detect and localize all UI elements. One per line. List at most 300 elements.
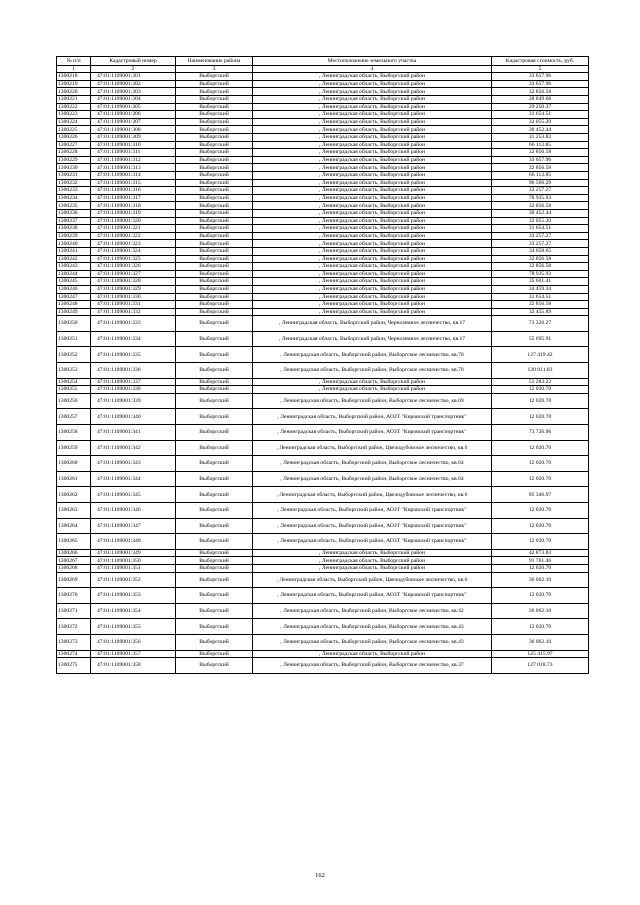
cadastral-number: 47:01:1109001:315 xyxy=(91,179,176,187)
cadastral-number: 47:01:1109001:318 xyxy=(91,202,176,210)
cadastral-number: 47:01:1109001:314 xyxy=(91,172,176,180)
cadastral-value: 12 020.70 xyxy=(492,456,589,472)
row-number: 1300249 xyxy=(57,308,91,316)
row-number: 1300264 xyxy=(57,518,91,534)
table-row xyxy=(57,118,589,126)
district-name: Выборгский xyxy=(176,409,253,425)
cadastral-value: 33 657.96 xyxy=(492,156,589,164)
location: , Ленинградская область, Выборгский район, Выборгское лесничество, кв.64 xyxy=(253,456,492,472)
table-row xyxy=(57,456,589,472)
cadastral-value: 31 654.51 xyxy=(492,111,589,119)
cadastral-value: 91 761.46 xyxy=(492,557,589,565)
district-name: Выборгский xyxy=(176,232,253,240)
cadastral-number: 47:01:1109001:348 xyxy=(91,534,176,550)
cadastral-value: 12 020.70 xyxy=(492,564,589,572)
district-name: Выборгский xyxy=(176,111,253,119)
cadastral-number: 47:01:1109001:333 xyxy=(91,316,176,332)
location: , Ленинградская область, Выборгский район xyxy=(253,240,492,248)
cadastral-value: 12 020.70 xyxy=(492,471,589,487)
table-row xyxy=(57,111,589,119)
location: , Ленинградская область, Выборгский район xyxy=(253,285,492,293)
location: , Ленинградская область, Выборгский район xyxy=(253,225,492,233)
cadastral-value: 32 055.20 xyxy=(492,217,589,225)
cadastral-number: 47:01:1109001:342 xyxy=(91,440,176,456)
location: , Ленинградская область, Выборгский район, АОЗТ "Кировский транспортник" xyxy=(253,588,492,604)
cadastral-number: 47:01:1109001:343 xyxy=(91,456,176,472)
district-name: Выборгский xyxy=(176,255,253,263)
cadastral-value: 66 113.85 xyxy=(492,141,589,149)
table-row xyxy=(57,347,589,363)
table-row xyxy=(57,172,589,180)
cadastral-number: 47:01:1109001:321 xyxy=(91,225,176,233)
table-row xyxy=(57,316,589,332)
cadastral-number: 47:01:1109001:327 xyxy=(91,270,176,278)
district-name: Выборгский xyxy=(176,118,253,126)
location: , Ленинградская область, Выборгский район xyxy=(253,179,492,187)
district-name: Выборгский xyxy=(176,487,253,503)
column-index: 2 xyxy=(91,66,176,73)
header-cadastral-value: Кадастровая стоимость, руб. xyxy=(492,57,589,66)
district-name: Выборгский xyxy=(176,179,253,187)
location: , Ленинградская область, Выборгский район, Выборгское лесничество, кв.70 xyxy=(253,347,492,363)
row-number: 1300225 xyxy=(57,126,91,134)
row-number: 1300223 xyxy=(57,111,91,119)
location: , Ленинградская область, Выборгский район, Цвелодубовское лесничество, кв.6 xyxy=(253,440,492,456)
district-name: Выборгский xyxy=(176,194,253,202)
cadastral-value: 31 654.51 xyxy=(492,293,589,301)
column-index: 4 xyxy=(253,66,492,73)
table-row xyxy=(57,88,589,96)
row-number: 1300269 xyxy=(57,572,91,588)
location: , Ленинградская область, Выборгский район, Черноземное лесничество, кв.17 xyxy=(253,316,492,332)
location: , Ленинградская область, Выборгский район xyxy=(253,126,492,134)
row-number: 1300224 xyxy=(57,118,91,126)
location: , Ленинградская область, Выборгский район xyxy=(253,187,492,195)
location: , Ленинградская область, Выборгский район xyxy=(253,141,492,149)
cadastral-value: 12 020.70 xyxy=(492,386,589,394)
cadastral-number: 47:01:1109001:312 xyxy=(91,156,176,164)
cadastral-number: 47:01:1109001:334 xyxy=(91,331,176,347)
row-number: 1300245 xyxy=(57,278,91,286)
row-number: 1300226 xyxy=(57,134,91,142)
cadastral-number: 47:01:1109001:301 xyxy=(91,73,176,81)
location: , Ленинградская область, Выборгский район xyxy=(253,202,492,210)
row-number: 1300239 xyxy=(57,232,91,240)
row-number: 1300262 xyxy=(57,487,91,503)
location: , Ленинградская область, Выборгский район, Выборгское лесничество, кв.69 xyxy=(253,393,492,409)
cadastral-value: 66 113.85 xyxy=(492,172,589,180)
cadastral-value: 32 856.58 xyxy=(492,202,589,210)
district-name: Выборгский xyxy=(176,156,253,164)
location: , Ленинградская область, Выборгский район xyxy=(253,194,492,202)
row-number: 1300243 xyxy=(57,263,91,271)
district-name: Выборгский xyxy=(176,549,253,557)
location: , Ленинградская область, Выборгский район xyxy=(253,308,492,316)
cadastral-value: 34 459.34 xyxy=(492,285,589,293)
row-number: 1300244 xyxy=(57,270,91,278)
column-index-row xyxy=(57,66,589,73)
cadastral-value: 33 257.27 xyxy=(492,232,589,240)
cadastral-value: 34 058.65 xyxy=(492,247,589,255)
cadastral-value: 31 253.82 xyxy=(492,134,589,142)
cadastral-number: 47:01:1109001:332 xyxy=(91,308,176,316)
table-row xyxy=(57,471,589,487)
cadastral-value: 12 020.70 xyxy=(492,409,589,425)
location: , Ленинградская область, Выборгский район xyxy=(253,149,492,157)
row-number: 1300255 xyxy=(57,386,91,394)
table-row xyxy=(57,80,589,88)
cadastral-value: 127 419.42 xyxy=(492,347,589,363)
row-number: 1300270 xyxy=(57,588,91,604)
location: , Ленинградская область, Выборгский район, Выборгское лесничество, кв.70 xyxy=(253,363,492,379)
cadastral-value: 73 726.96 xyxy=(492,425,589,441)
header-cadastral-number: Кадастровый номер xyxy=(91,57,176,66)
cadastral-value: 12 020.70 xyxy=(492,534,589,550)
district-name: Выборгский xyxy=(176,73,253,81)
cadastral-number: 47:01:1109001:303 xyxy=(91,88,176,96)
table-row xyxy=(57,126,589,134)
table-row xyxy=(57,202,589,210)
location: , Ленинградская область, Выборгский район xyxy=(253,564,492,572)
location: , Ленинградская область, Выборгский район xyxy=(253,217,492,225)
row-number: 1300236 xyxy=(57,209,91,217)
row-number: 1300231 xyxy=(57,172,91,180)
cadastral-value: 12 020.70 xyxy=(492,440,589,456)
location: , Ленинградская область, Выборгский район, АОЗТ "Кировский транспортник" xyxy=(253,518,492,534)
row-number: 1300265 xyxy=(57,534,91,550)
table-row xyxy=(57,278,589,286)
cadastral-value: 32 856.58 xyxy=(492,164,589,172)
cadastral-number: 47:01:1109001:336 xyxy=(91,363,176,379)
table-row xyxy=(57,96,589,104)
cadastral-value: 32 856.58 xyxy=(492,149,589,157)
cadastral-number: 47:01:1109001:346 xyxy=(91,503,176,519)
table-row xyxy=(57,588,589,604)
district-name: Выборгский xyxy=(176,308,253,316)
district-name: Выборгский xyxy=(176,634,253,650)
cadastral-value: 12 020.70 xyxy=(492,619,589,635)
row-number: 1300220 xyxy=(57,88,91,96)
cadastral-number: 47:01:1109001:356 xyxy=(91,634,176,650)
cadastral-number: 47:01:1109001:335 xyxy=(91,347,176,363)
district-name: Выборгский xyxy=(176,293,253,301)
table-row xyxy=(57,603,589,619)
table-row xyxy=(57,209,589,217)
table-row xyxy=(57,194,589,202)
district-name: Выборгский xyxy=(176,103,253,111)
cadastral-value: 55 695.91 xyxy=(492,331,589,347)
row-number: 1300227 xyxy=(57,141,91,149)
table-row xyxy=(57,440,589,456)
cadastral-value: 33 257.27 xyxy=(492,240,589,248)
cadastral-value-table xyxy=(56,56,589,674)
row-number: 1300274 xyxy=(57,650,91,658)
district-name: Выборгский xyxy=(176,285,253,293)
location: , Ленинградская область, Выборгский район xyxy=(253,650,492,658)
table-row xyxy=(57,103,589,111)
table-row xyxy=(57,386,589,394)
cadastral-value: 32 856.58 xyxy=(492,88,589,96)
row-number: 1300250 xyxy=(57,316,91,332)
cadastral-number: 47:01:1109001:357 xyxy=(91,650,176,658)
district-name: Выборгский xyxy=(176,456,253,472)
location: , Ленинградская область, Выборгский район xyxy=(253,134,492,142)
location: , Ленинградская область, Выборгский район xyxy=(253,156,492,164)
table-row xyxy=(57,217,589,225)
column-index: 1 xyxy=(57,66,91,73)
table-header xyxy=(57,57,589,73)
location: , Ленинградская область, Выборгский район xyxy=(253,263,492,271)
location: , Ленинградская область, Выборгский район xyxy=(253,293,492,301)
row-number: 1300266 xyxy=(57,549,91,557)
cadastral-value: 36 062.10 xyxy=(492,634,589,650)
cadastral-number: 47:01:1109001:310 xyxy=(91,141,176,149)
table-row xyxy=(57,572,589,588)
table-row xyxy=(57,308,589,316)
location: , Ленинградская область, Выборгский район, Выборгское лесничество, кв.64 xyxy=(253,471,492,487)
location: , Ленинградская область, Выборгский район, АОЗТ "Кировский транспортник" xyxy=(253,503,492,519)
location: , Ленинградская область, Выборгский район xyxy=(253,301,492,309)
location: , Ленинградская область, Выборгский район, Выборгское лесничество, кв.43 xyxy=(253,619,492,635)
cadastral-number: 47:01:1109001:337 xyxy=(91,378,176,386)
cadastral-value: 33 657.96 xyxy=(492,73,589,81)
district-name: Выборгский xyxy=(176,363,253,379)
cadastral-number: 47:01:1109001:313 xyxy=(91,164,176,172)
cadastral-value: 30 452.44 xyxy=(492,209,589,217)
table-row xyxy=(57,650,589,658)
location: , Ленинградская область, Выборгский район, Черноземное лесничество, кв.17 xyxy=(253,331,492,347)
table-row xyxy=(57,425,589,441)
district-name: Выборгский xyxy=(176,149,253,157)
location: , Ленинградская область, Выборгский район xyxy=(253,118,492,126)
district-name: Выборгский xyxy=(176,588,253,604)
location: , Ленинградская область, Выборгский район xyxy=(253,209,492,217)
cadastral-number: 47:01:1109001:302 xyxy=(91,80,176,88)
row-number: 1300261 xyxy=(57,471,91,487)
table-row xyxy=(57,255,589,263)
row-number: 1300251 xyxy=(57,331,91,347)
cadastral-value: 51 283.22 xyxy=(492,378,589,386)
row-number: 1300218 xyxy=(57,73,91,81)
cadastral-value: 33 257.27 xyxy=(492,187,589,195)
cadastral-number: 47:01:1109001:319 xyxy=(91,209,176,217)
cadastral-value: 33 657.96 xyxy=(492,80,589,88)
table-row xyxy=(57,301,589,309)
table-row xyxy=(57,164,589,172)
location: , Ленинградская область, Выборгский район, Выборгское лесничество, кв.42 xyxy=(253,603,492,619)
cadastral-number: 47:01:1109001:350 xyxy=(91,557,176,565)
cadastral-value: 32 856.58 xyxy=(492,263,589,271)
district-name: Выборгский xyxy=(176,564,253,572)
cadastral-number: 47:01:1109001:328 xyxy=(91,278,176,286)
location: , Ленинградская область, Выборгский район, Выборгское лесничество, кв.37 xyxy=(253,658,492,674)
table-row xyxy=(57,285,589,293)
cadastral-number: 47:01:1109001:317 xyxy=(91,194,176,202)
district-name: Выборгский xyxy=(176,650,253,658)
cadastral-number: 47:01:1109001:331 xyxy=(91,301,176,309)
table-row xyxy=(57,393,589,409)
cadastral-number: 47:01:1109001:309 xyxy=(91,134,176,142)
location: , Ленинградская область, Выборгский район, АОЗТ "Кировский транспортник" xyxy=(253,425,492,441)
district-name: Выборгский xyxy=(176,440,253,456)
district-name: Выборгский xyxy=(176,209,253,217)
cadastral-value: 12 020.70 xyxy=(492,518,589,534)
district-name: Выборгский xyxy=(176,386,253,394)
table-row xyxy=(57,619,589,635)
table-row xyxy=(57,141,589,149)
location: , Ленинградская область, Выборгский район xyxy=(253,378,492,386)
cadastral-number: 47:01:1109001:344 xyxy=(91,471,176,487)
cadastral-table-sheet xyxy=(56,56,588,674)
cadastral-value: 85 346.97 xyxy=(492,487,589,503)
row-number: 1300242 xyxy=(57,255,91,263)
location: , Ленинградская область, Выборгский район xyxy=(253,278,492,286)
table-row xyxy=(57,534,589,550)
row-number: 1300273 xyxy=(57,634,91,650)
district-name: Выборгский xyxy=(176,425,253,441)
table-row xyxy=(57,518,589,534)
cadastral-value: 36 062.10 xyxy=(492,572,589,588)
row-number: 1300258 xyxy=(57,425,91,441)
row-number: 1300228 xyxy=(57,149,91,157)
location: , Ленинградская область, Выборгский район xyxy=(253,88,492,96)
district-name: Выборгский xyxy=(176,164,253,172)
district-name: Выборгский xyxy=(176,88,253,96)
district-name: Выборгский xyxy=(176,96,253,104)
row-number: 1300222 xyxy=(57,103,91,111)
table-row xyxy=(57,179,589,187)
cadastral-value: 31 654.51 xyxy=(492,225,589,233)
cadastral-value: 29 250.37 xyxy=(492,103,589,111)
district-name: Выборгский xyxy=(176,572,253,588)
district-name: Выборгский xyxy=(176,172,253,180)
table-row xyxy=(57,634,589,650)
location: , Ленинградская область, Выборгский район xyxy=(253,270,492,278)
district-name: Выборгский xyxy=(176,331,253,347)
row-number: 1300257 xyxy=(57,409,91,425)
district-name: Выборгский xyxy=(176,270,253,278)
cadastral-number: 47:01:1109001:323 xyxy=(91,240,176,248)
cadastral-number: 47:01:1109001:340 xyxy=(91,409,176,425)
location: , Ленинградская область, Выборгский район xyxy=(253,232,492,240)
district-name: Выборгский xyxy=(176,503,253,519)
cadastral-number: 47:01:1109001:322 xyxy=(91,232,176,240)
district-name: Выборгский xyxy=(176,141,253,149)
page-number: 162 xyxy=(315,872,325,879)
cadastral-number: 47:01:1109001:308 xyxy=(91,126,176,134)
table-row xyxy=(57,331,589,347)
district-name: Выборгский xyxy=(176,225,253,233)
table-row xyxy=(57,487,589,503)
row-number: 1300221 xyxy=(57,96,91,104)
row-number: 1300238 xyxy=(57,225,91,233)
location: , Ленинградская область, Выборгский район xyxy=(253,247,492,255)
cadastral-number: 47:01:1109001:320 xyxy=(91,217,176,225)
cadastral-number: 47:01:1109001:351 xyxy=(91,564,176,572)
cadastral-number: 47:01:1109001:338 xyxy=(91,386,176,394)
district-name: Выборгский xyxy=(176,471,253,487)
table-row xyxy=(57,73,589,81)
cadastral-value: 12 020.70 xyxy=(492,393,589,409)
table-row xyxy=(57,378,589,386)
table-row xyxy=(57,564,589,572)
district-name: Выборгский xyxy=(176,80,253,88)
cadastral-value: 32 055.20 xyxy=(492,118,589,126)
district-name: Выборгский xyxy=(176,393,253,409)
table-row xyxy=(57,149,589,157)
header-number: № п/п xyxy=(57,57,91,66)
cadastral-number: 47:01:1109001:352 xyxy=(91,572,176,588)
row-number: 1300240 xyxy=(57,240,91,248)
cadastral-number: 47:01:1109001:326 xyxy=(91,263,176,271)
table-row xyxy=(57,363,589,379)
district-name: Выборгский xyxy=(176,187,253,195)
column-index: 3 xyxy=(176,66,253,73)
district-name: Выборгский xyxy=(176,301,253,309)
location: , Ленинградская область, Выборгский район xyxy=(253,557,492,565)
cadastral-number: 47:01:1109001:354 xyxy=(91,603,176,619)
cadastral-number: 47:01:1109001:355 xyxy=(91,619,176,635)
cadastral-value: 36 062.10 xyxy=(492,603,589,619)
cadastral-number: 47:01:1109001:339 xyxy=(91,393,176,409)
cadastral-number: 47:01:1109001:358 xyxy=(91,658,176,674)
location: , Ленинградская область, Выборгский район xyxy=(253,96,492,104)
row-number: 1300234 xyxy=(57,194,91,202)
cadastral-value: 30 452.44 xyxy=(492,126,589,134)
location: , Ленинградская область, Выборгский район xyxy=(253,255,492,263)
district-name: Выборгский xyxy=(176,126,253,134)
district-name: Выборгский xyxy=(176,134,253,142)
cadastral-number: 47:01:1109001:347 xyxy=(91,518,176,534)
cadastral-value: 78 935.93 xyxy=(492,270,589,278)
district-name: Выборгский xyxy=(176,619,253,635)
header-row xyxy=(57,57,589,66)
district-name: Выборгский xyxy=(176,217,253,225)
location: , Ленинградская область, Выборгский район, Цвелодубовское лесничество, кв.6 xyxy=(253,572,492,588)
cadastral-value: 35 661.41 xyxy=(492,278,589,286)
cadastral-value: 127 018.73 xyxy=(492,658,589,674)
location: , Ленинградская область, Выборгский район xyxy=(253,164,492,172)
table-row xyxy=(57,232,589,240)
district-name: Выборгский xyxy=(176,240,253,248)
table-row xyxy=(57,293,589,301)
cadastral-number: 47:01:1109001:341 xyxy=(91,425,176,441)
table-row xyxy=(57,156,589,164)
table-row xyxy=(57,557,589,565)
district-name: Выборгский xyxy=(176,603,253,619)
cadastral-number: 47:01:1109001:305 xyxy=(91,103,176,111)
row-number: 1300247 xyxy=(57,293,91,301)
row-number: 1300233 xyxy=(57,187,91,195)
row-number: 1300253 xyxy=(57,363,91,379)
cadastral-number: 47:01:1109001:306 xyxy=(91,111,176,119)
table-row xyxy=(57,658,589,674)
location: , Ленинградская область, Выборгский район, АОЗТ "Кировский транспортник" xyxy=(253,409,492,425)
cadastral-number: 47:01:1109001:353 xyxy=(91,588,176,604)
location: , Ленинградская область, Выборгский район xyxy=(253,386,492,394)
row-number: 1300246 xyxy=(57,285,91,293)
row-number: 1300248 xyxy=(57,301,91,309)
district-name: Выборгский xyxy=(176,658,253,674)
header-location: Местоположение земельного участка xyxy=(253,57,492,66)
table-body xyxy=(57,73,589,673)
location: , Ленинградская область, Выборгский район xyxy=(253,80,492,88)
table-row xyxy=(57,187,589,195)
district-name: Выборгский xyxy=(176,347,253,363)
cadastral-number: 47:01:1109001:329 xyxy=(91,285,176,293)
row-number: 1300256 xyxy=(57,393,91,409)
district-name: Выборгский xyxy=(176,534,253,550)
